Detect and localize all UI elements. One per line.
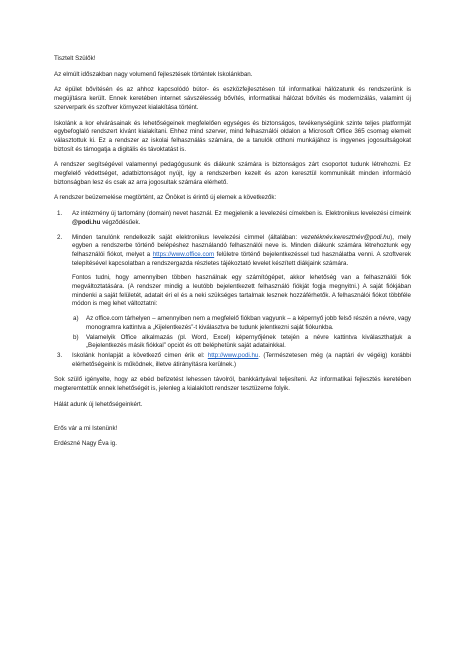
sub-item-b-text: Valamelyik Office alkalmazás (pl. Word, Excel) képernyőjének tetején a névre kattintva kiválaszthatjuk a „Bejelentkezés másik fiókkal” opciót és ott beléphetünk saját adatainkkal. (86, 333, 411, 350)
email-domain: @podi.hu (72, 218, 101, 226)
security-paragraph: Iskolánk a kor elvárásainak és lehetőségeinek megfelelően egységes és biztonságos, tevékenységünk szinte teljes platformját egybefoglaló rendszert kívánt kialakítani. Ehhez mind szerver, mind felhasználói oldalon a Microsoft Office 365 csomag elemeit választottuk ki. Ez a rendszer az iskolai felhasználás számára, de a tanulók otthoni munkájához is ingyenes jogosultságokat biztosít és támogatja a digitális és távoktatást is. (54, 119, 411, 153)
sub-item-b (72, 334, 411, 351)
list-number: 2. (57, 233, 63, 241)
item1-text-a: Az intézmény új tartomány (domain) nevet használ. Ez megjelenik a levelezési címekben is. Elektronikus levelezési címeink (72, 210, 411, 218)
sub-item-a (72, 315, 411, 332)
item2-text-c: felületre történő bejelentkezéssel tud használatba venni. A szoftverek telepítésével kapcsolatban a rendszergazda részletes tájékoztató levelet készített diákjaink számára. (72, 250, 411, 267)
item2-text-a: Minden tanulónk rendelkezik saját elektronikus levelezési címmel (általában: (72, 233, 302, 241)
office-link[interactable]: https://www.office.com (152, 250, 215, 258)
list-item-student-account (54, 234, 411, 351)
list-number: 1. (57, 210, 63, 218)
closed-group-paragraph: A rendszer segítségével valamennyi pedagógusunk és diákunk számára is biztonságos zárt csoportot tudunk létrehozni. Ez megfelelő védettséget, adatbiztonságot nyújt, így a rendszerben kezelt és azon keresztül kommunikált minden információ biztonságban lesz és csak az arra jogosultak számára elérhető. (54, 161, 411, 186)
closing-motto: Erős vár a mi Istenünk! (54, 424, 118, 432)
item1-text-b: végződésűek. (100, 218, 141, 226)
item3-text-b: . (Természetesen még (a naptári év végéig) korábbi elérhetőségeink is működnek, illetve átirányításra kerülnek.) (72, 351, 411, 368)
list-item-domain (54, 210, 411, 227)
list-number: 3. (57, 351, 63, 359)
email-format: vezetéknév.keresztnév@podi.hu (301, 233, 391, 241)
list-intro-paragraph: A rendszer beüzemelése megtörtént, az Önöket is érintő új elemek a következők: (54, 194, 277, 202)
thanks-paragraph: Hálát adunk új lehetőségeinkért. (54, 400, 143, 408)
item3-text-a: Iskolánk honlapját a következő címen érik el: (72, 351, 208, 359)
list-item-website (54, 352, 411, 369)
item2-text-b: ), mely egyben a rendszerbe történő belépéshez használandó felhasználói neve is. Minden diákunk számára létrehoztunk egy felhasználói fiókot, melyet a (72, 233, 412, 258)
intro-paragraph: Az elmúlt időszakban nagy volumenű fejlesztések történtek Iskolánkban. (54, 70, 253, 78)
signature: Erdészné Nagy Éva ig. (54, 440, 117, 448)
lunch-payment-paragraph: Sok szülő igényelte, hogy az ebéd befizetést lehessen távolról, bankkártyával teljesíteni. Az informatikai fejlesztés keretében megteremtettük ennek lehetőségét is, jelenleg a kialakított rendszer tesztüzeme folyik. (54, 376, 411, 393)
sub-label: a) (73, 315, 79, 323)
building-paragraph: Az épület bővítésén és az ahhoz kapcsolódó bútor- és eszközfejlesztésen túl informatikai hálózatunk és rendszerünk is megújításra került. Ennek keretében internet sávszélesség bővítés, informatikai hálózat bővítés és modernizálás, valamint új szerverpark és szoftver környezet kialakítása történt. (54, 86, 411, 111)
account-switch-paragraph: Fontos tudni, hogy amennyiben többen használnak egy számítógépet, akkor lehetőség van a felhasználói fiók megváltoztatására. (A rendszer mindig a leutóbb bejelentkezett felhasználó fiókját fogja megnyitni.) A saját fiókjában mindenki a saját felületét, adatait éri el és a neki szükséges tartalmak lesznek hozzáférhetők. A felhasználói fiókot többféle módon is meg lehet változtatni: (72, 274, 411, 308)
website-link[interactable]: http://www.podi.hu (207, 351, 259, 359)
sub-item-a-text: Az office.com tárhelyen – amennyiben nem a megfelelő fiókban vagyunk – a képernyő jobb felső részén a névre, vagy monogramra kattintva a „Kijelentkezés”-t kiválasztva be tudunk jelentkezni saját fiókunkba. (86, 315, 411, 331)
greeting: Tisztelt Szülők! (54, 55, 96, 62)
sub-label: b) (73, 333, 79, 341)
new-elements-list (54, 210, 411, 369)
